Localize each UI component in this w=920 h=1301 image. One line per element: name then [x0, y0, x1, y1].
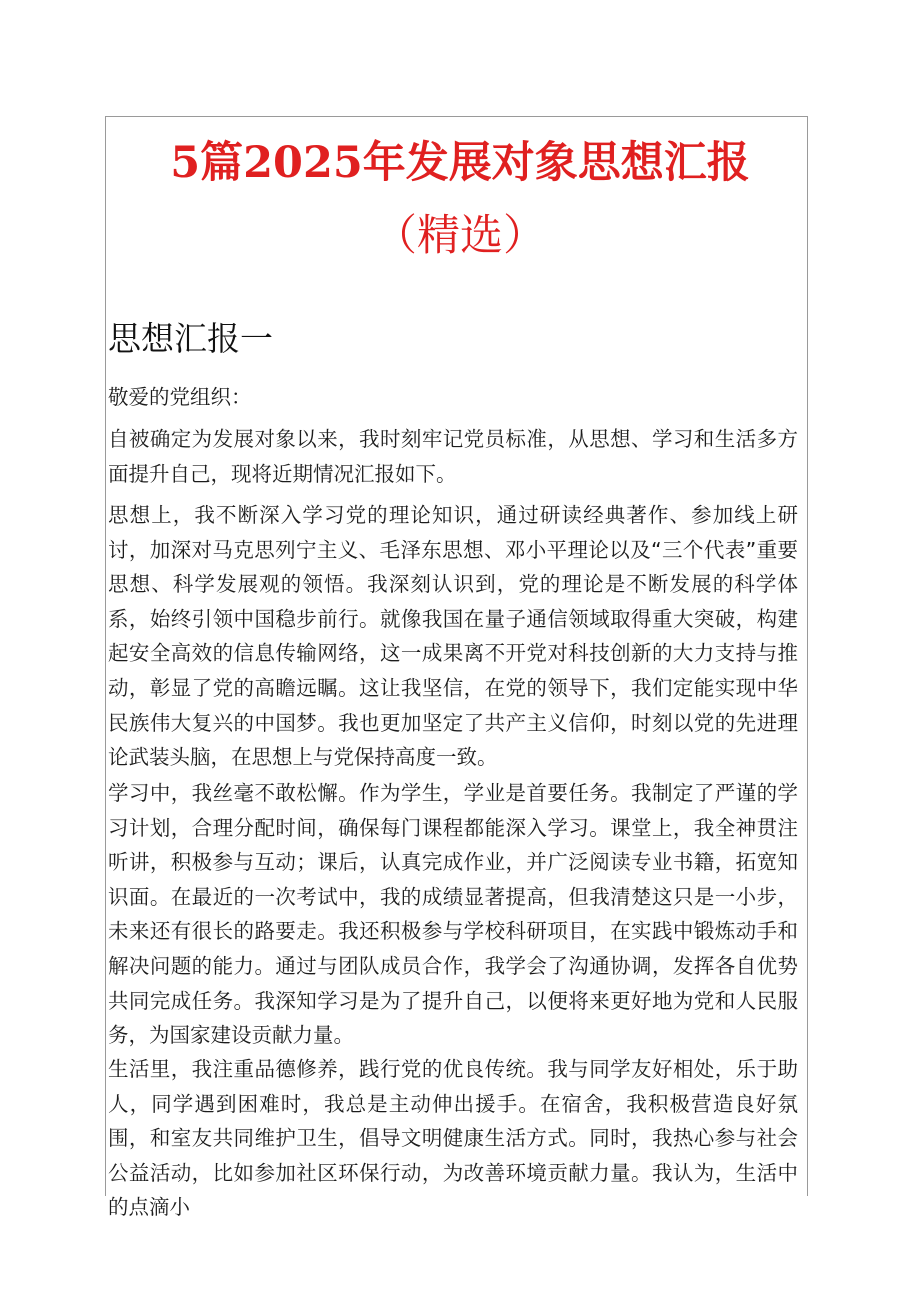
section-heading: 思想汇报一: [108, 319, 273, 358]
paragraph-3: 学习中，我丝毫不敢松懈。作为学生，学业是首要任务。我制定了严谨的学习计划，合理分配时间，确保每门课程都能深入学习。课堂上，我全神贯注听讲，积极参与互动；课后，认真完成作业，并广泛阅读专业书籍，拓宽知识面。在最近的一次考试中，我的成绩显著提高，但我清楚这只是一小步，未来还有很长的路要走。我还积极参与学校科研项目，在实践中锻炼动手和解决问题的能力。通过与团队成员合作，我学会了沟通协调，发挥各自优势共同完成任务。我深知学习是为了提升自己，以便将来更好地为党和人民服务，为国家建设贡献力量。: [108, 781, 798, 1048]
salutation: 敬爱的党组织：: [108, 385, 252, 409]
document-title-line1: 5篇2025年发展对象思想汇报: [170, 138, 750, 188]
document-title-line2: （精选）: [374, 211, 546, 261]
paragraph-1: 自被确定为发展对象以来，我时刻牢记党员标准，从思想、学习和生活多方面提升自己，现将近期情况汇报如下。: [108, 427, 798, 486]
paragraph-2: 思想上，我不断深入学习党的理论知识，通过研读经典著作、参加线上研讨，加深对马克思列宁主义、毛泽东思想、邓小平理论以及“三个代表”重要思想、科学发展观的领悟。我深刻认识到，党的理论是不断发展的科学体系，始终引领中国稳步前行。就像我国在量子通信领域取得重大突破，构建起安全高效的信息传输网络，这一成果离不开党对科技创新的大力支持与推动，彰显了党的高瞻远瞩。这让我坚信，在党的领导下，我们定能实现中华民族伟大复兴的中国梦。我也更加坚定了共产主义信仰，时刻以党的先进理论武装头脑，在思想上与党保持高度一致。: [108, 503, 798, 770]
paragraph-4: 生活里，我注重品德修养，践行党的优良传统。我与同学友好相处，乐于助人，同学遇到困难时，我总是主动伸出援手。在宿舍，我积极营造良好氛围，和室友共同维护卫生，倡导文明健康生活方式。同时，我热心参与社会公益活动，比如参加社区环保行动，为改善环境贡献力量。我认为，生活中的点滴小: [108, 1057, 798, 1220]
